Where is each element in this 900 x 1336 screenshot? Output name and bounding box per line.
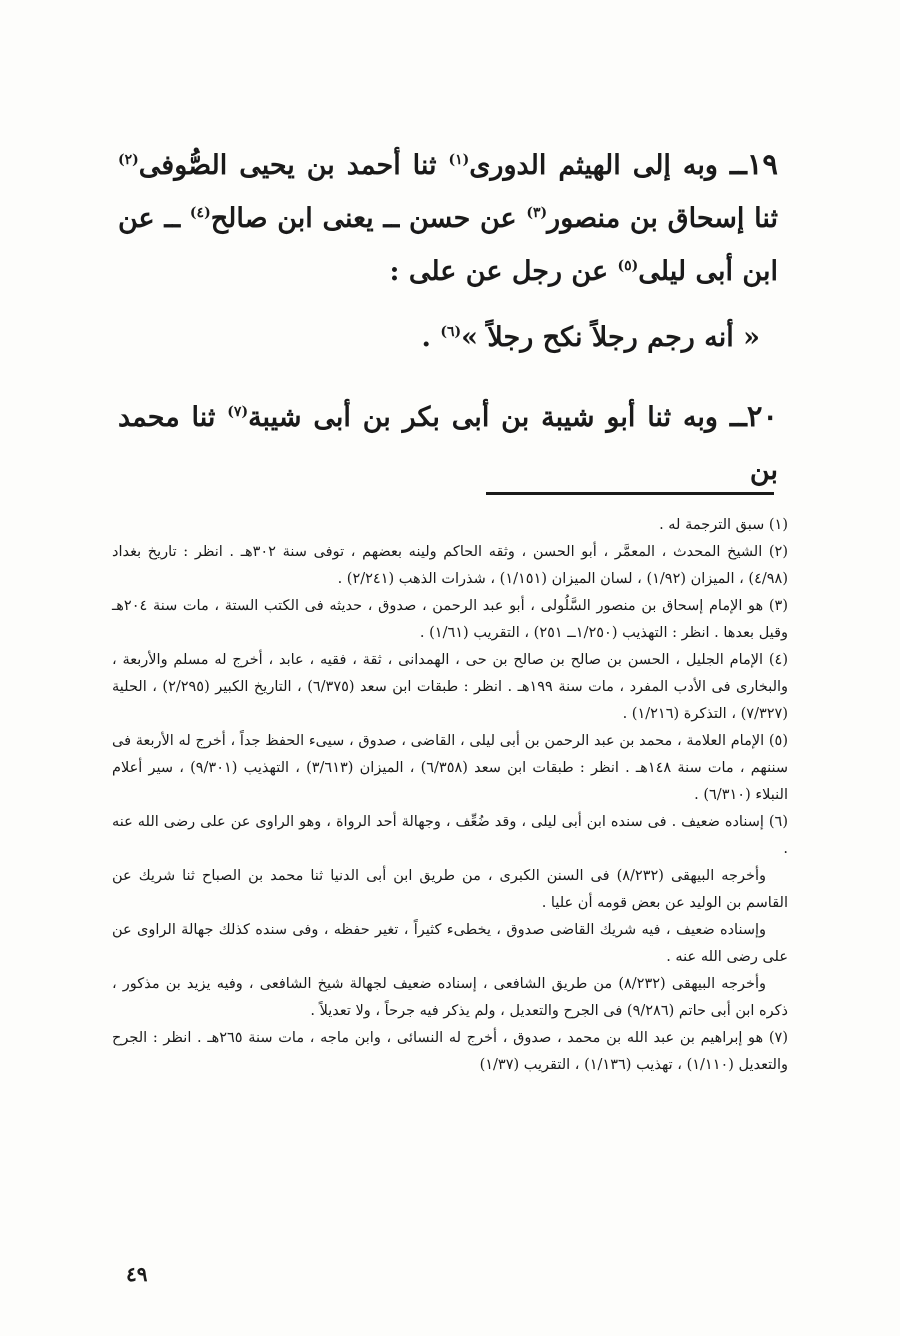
hadith-text: ثنا محمد بن <box>118 402 778 486</box>
footnote-6-para-3: وأخرجه البيهقى (٨/٢٣٢) من طريق الشافعى ، إسناده ضعيف لجهالة شيخ الشافعى ، وفيه يزيد بن مذكور ، ذكره ابن أبى حاتم (٩/٢٨٦) فى الجرح والتعديل ، ولم يذكر فيه جرحاً ، ولا تعديلاً . <box>112 976 788 1019</box>
footnote-separator <box>486 492 774 495</box>
footnote-4: (٤) الإمام الجليل ، الحسن بن صالح بن صالح بن حى ، الهمدانى ، ثقة ، فقيه ، عابد ، أخرج له مسلم والأربعة ، والبخارى فى الأدب المفرد ، مات سنة ١٩٩هـ . انظر : طبقات ابن سعد (٦/٣٧٥) ، التاريخ الكبير (٢/٢٩٥) ، الحلية (٧/٣٢٧) ، التذكرة (١/٢١٦) . <box>112 652 789 722</box>
footnote-ref: (٤) <box>189 205 211 221</box>
footnote-6-para-1: وأخرجه البيهقى (٨/٢٣٢) فى السنن الكبرى ، من طريق ابن أبى الدنيا ثنا محمد بن الصباح ثنا شريك عن القاسم بن الوليد عن بعض قومه أن عليا . <box>112 868 788 911</box>
hadith-number-19: ١٩ــ <box>729 147 778 181</box>
hadith-20-paragraph <box>118 390 778 497</box>
footnote-1: (١) سبق الترجمة له . <box>659 517 788 533</box>
footnote-ref: (٥) <box>617 258 639 274</box>
footnote-2: (٢) الشيخ المحدث ، المعمَّر ، أبو الحسن ، وثقه الحاكم ولينه بعضهم ، توفى سنة ٣٠٢هـ . انظر : تاريخ بغداد (٤/٩٨) ، الميزان (١/٩٢) ، لسان الميزان (١/١٥١) ، شذرات الذهب (٢/٢٤١) . <box>112 544 788 587</box>
hadith-text: عن رجل عن على : <box>389 256 618 287</box>
footnote-ref: (٣) <box>526 205 548 221</box>
footnote-6-para-2: وإسناده ضعيف ، فيه شريك القاضى صدوق ، يخطىء كثيراً ، تغير حفظه ، وفى سنده كذلك جهالة الراوى عن على رضى الله عنه . <box>112 922 788 965</box>
footnote-ref: (٧) <box>227 404 249 420</box>
hadith-text: عن حسن ــ يعنى ابن صالح <box>210 203 527 234</box>
footnote-7: (٧) هو إبراهيم بن عبد الله بن محمد ، صدوق ، أخرج له النسائى ، وابن ماجه ، مات سنة ٢٦٥هـ . انظر : الجرح والتعديل (١/١١٠) ، تهذيب (١/١٣٦) ، التقريب (١/٣٧) <box>112 1030 788 1073</box>
footnote-6: (٦) إسناده ضعيف . فى سنده ابن أبى ليلى ، وقد ضُعِّف ، وجهالة أحد الرواة ، وهو الراوى عن على رضى الله عنه . <box>112 814 788 857</box>
footnote-ref: (١) <box>448 152 470 168</box>
hadith-text: ثنا أحمد بن يحيى الصُّوفى <box>138 150 449 181</box>
hadith-text: وبه ثنا أبو شيبة بن أبى بكر بن أبى شيبة <box>248 402 730 433</box>
page-number: ٤٩ <box>126 1262 148 1286</box>
footnotes-section <box>112 512 788 1079</box>
footnote-ref: (٢) <box>118 152 139 168</box>
hadith-19-quote <box>118 318 778 358</box>
hadith-19-paragraph <box>118 138 778 298</box>
footnote-5: (٥) الإمام العلامة ، محمد بن عبد الرحمن بن أبى ليلى ، القاضى ، صدوق ، سيىء الحفظ جداً ، أخرج له الأربعة فى سننهم ، مات سنة ١٤٨هـ . انظر : طبقات ابن سعد (٦/٣٥٨) ، الميزان (٣/٦١٣) ، التهذيب (٩/٣٠١) ، سير أعلام النبلاء (٦/٣١٠) . <box>112 733 788 803</box>
footnote-3: (٣) هو الإمام إسحاق بن منصور السَّلُولى ، أبو عبد الرحمن ، صدوق ، حديثه فى الكتب الستة ، مات سنة ٢٠٤هـ وقيل بعدها . انظر : التهذيب (١/٢٥٠ــ ٢٥١) ، التقريب (١/٦١) . <box>112 598 788 641</box>
hadith-text: وبه إلى الهيثم الدورى <box>469 150 730 181</box>
hadith-number-20: ٢٠ــ <box>729 399 778 433</box>
quote-text: « أنه رجم رجلاً نكح رجلاً » <box>461 322 760 353</box>
hadith-text: ــ عن ابن أبى ليلى <box>118 203 778 287</box>
footnote-ref: (٦) <box>440 324 462 340</box>
hadith-text: ثنا إسحاق بن منصور <box>547 203 778 234</box>
quote-end: . <box>421 322 441 353</box>
